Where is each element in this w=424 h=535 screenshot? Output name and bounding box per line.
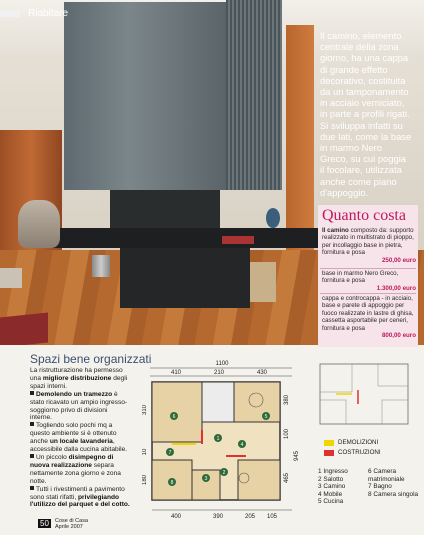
room-master-bedroom xyxy=(238,460,280,500)
room-kitchen xyxy=(152,382,202,442)
paragraph: Togliendo solo pochi mq a questo ambiente si è ottenuto anche un locale lavanderia, accessibile dalla cucina abitabile. xyxy=(30,422,128,454)
section-heading: Spazi bene organizzati xyxy=(30,352,152,366)
svg-text:1: 1 xyxy=(216,436,220,442)
cost-item-desc: base in marmo Nero Greco, fornitura e posa xyxy=(322,270,399,285)
mini-plan xyxy=(318,360,412,430)
cost-item xyxy=(322,270,416,292)
room-bathroom xyxy=(234,382,280,422)
bullet-icon xyxy=(30,454,34,458)
room-label: 6 Camera matrimoniale xyxy=(368,468,405,483)
paragraph: Demolendo un tramezzo è stato ricavato un ampio ingresso-soggiorno privo di divisioni interne. xyxy=(30,390,128,422)
dim-top: 210 xyxy=(213,370,225,376)
svg-text:3: 3 xyxy=(204,476,208,482)
cost-item xyxy=(322,227,416,264)
room-list-left xyxy=(318,468,366,506)
books xyxy=(222,236,254,244)
paragraph: Un piccolo disimpegno di nuova realizzazione separa nettamente zona giorno e zona notte. xyxy=(30,453,121,485)
fireplace-base xyxy=(120,248,250,308)
firebox xyxy=(110,190,220,230)
divider xyxy=(320,293,416,294)
room-label: 5 Cucina xyxy=(318,498,344,506)
room-label: 7 Bagno xyxy=(368,483,392,491)
room-label: 8 Camera singola xyxy=(368,490,419,498)
dim-right: 100 xyxy=(284,428,290,440)
dim-left: 10 xyxy=(142,448,148,456)
legend-costruzioni: COSTRUZIONI xyxy=(338,449,381,456)
cost-title: Quanto costa xyxy=(322,207,406,224)
cost-item-desc: composto da: supporto realizzato in multistrato di pioppo, per incollaggio base in pietra, fornitura e posa xyxy=(322,227,414,257)
svg-text:5: 5 xyxy=(264,414,268,420)
section-marker xyxy=(0,10,20,17)
bullet-icon xyxy=(30,422,34,426)
wooden-door xyxy=(286,25,314,255)
room-label: 3 Camino xyxy=(318,483,346,491)
dim-right: 945 xyxy=(294,450,300,462)
body-text xyxy=(30,367,130,509)
cost-item-label: Il camino xyxy=(322,227,349,234)
armchair xyxy=(18,200,60,248)
paragraph: La ristrutturazione ha permesso una migliore distribuzione degli spazi interni. xyxy=(30,367,128,390)
stairwell xyxy=(202,382,234,422)
dim-top: 430 xyxy=(256,370,268,376)
dim-right: 380 xyxy=(284,394,290,406)
demolizioni-swatch xyxy=(324,440,334,446)
page-number: 50 xyxy=(40,519,49,528)
legend-demolizioni: DEMOLIZIONI xyxy=(338,439,379,446)
dim-left: 310 xyxy=(142,404,148,416)
svg-text:4: 4 xyxy=(240,442,244,448)
cost-box xyxy=(318,205,418,347)
room-label: 4 Mobile xyxy=(318,490,343,498)
dim-bottom: 400 xyxy=(170,514,182,520)
section-title: Riabitare xyxy=(28,8,69,19)
dim-top: 410 xyxy=(170,370,182,376)
svg-text:7: 7 xyxy=(168,450,172,456)
wood-bin xyxy=(92,255,110,277)
dim-bottom: 205 xyxy=(244,514,256,520)
cost-item xyxy=(322,295,416,339)
fireplace-hood-ribbed xyxy=(226,0,282,190)
bullet-icon xyxy=(30,391,34,395)
dim-bottom: 105 xyxy=(266,514,278,520)
svg-text:8: 8 xyxy=(170,480,174,486)
dim-top-total: 1100 xyxy=(215,361,229,367)
bullet-icon xyxy=(30,486,34,490)
rug xyxy=(0,268,22,288)
svg-text:6: 6 xyxy=(172,414,176,420)
room-label: 1 Ingresso xyxy=(318,468,348,475)
cost-item-price: 250,00 euro xyxy=(381,256,416,264)
fireplace-hood xyxy=(64,2,226,190)
magazine-credit: Cose di Casa Aprile 2007 xyxy=(55,518,89,530)
dim-right: 465 xyxy=(284,472,290,484)
paragraph: Tutti i rivestimenti a pavimento sono stati rifatti, privilegiando l'utilizzo del parquet e del cotto. xyxy=(30,485,130,509)
photo-caption: Il camino, elemento centrale della zona giorno, ha una cappa di grande effetto decorativo, costituita da un tamponamento in acciaio verniciato, in parte a profili rigati. Si sviluppa infatti su due lati, come la base in marmo Nero Greco, su cui poggia il focolare, utilizzata anche come piano d'appoggio. xyxy=(320,30,412,198)
svg-text:2: 2 xyxy=(222,470,226,476)
room-label: 2 Salotto xyxy=(318,475,344,483)
magazine-on-floor xyxy=(0,312,48,345)
cost-item-price: 1.300,00 euro xyxy=(376,284,416,292)
dim-bottom: 390 xyxy=(212,514,224,520)
room-list-right xyxy=(368,468,420,498)
marble-bench xyxy=(39,228,322,248)
dim-left: 180 xyxy=(142,474,148,486)
vase xyxy=(266,208,280,228)
costruzioni-swatch xyxy=(324,450,334,456)
cost-item-price: 800,00 euro xyxy=(381,332,416,340)
cost-item-desc: cappa e controcappa - in acciaio, base e parete di appoggio per fuoco realizzate in lastre di ghisa, cassetta asportabile per ceneri, fornitura e posa xyxy=(322,295,414,332)
divider xyxy=(320,268,416,269)
floor-plan xyxy=(142,360,302,525)
wooden-crate xyxy=(250,262,276,302)
